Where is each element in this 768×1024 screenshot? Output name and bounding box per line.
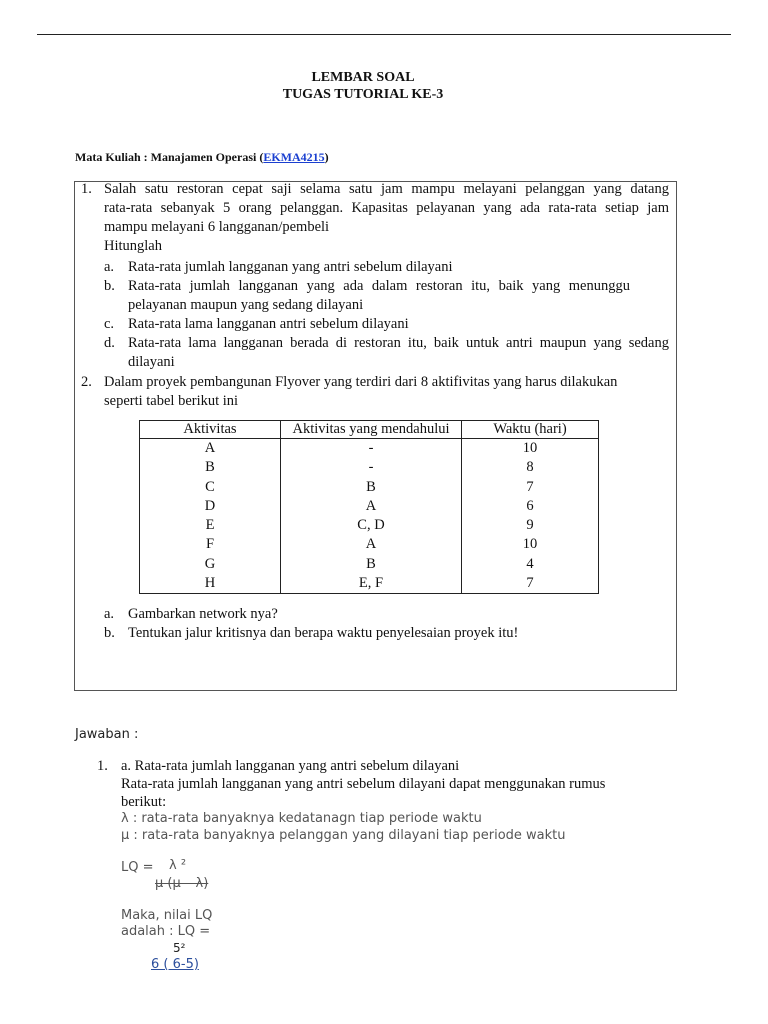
q2-item-text: Gambarkan network nya? bbox=[128, 606, 278, 622]
result-denominator: 6 ( 6-5) bbox=[151, 957, 199, 972]
result-numerator: 5² bbox=[173, 941, 186, 955]
document-subtitle: TUGAS TUTORIAL KE-3 bbox=[282, 87, 444, 102]
question-1-line-2: rata-rata sebanyak 5 orang pelanggan. Kapasitas pelayanan yang ada rata-rata setiap jam bbox=[104, 200, 669, 216]
answer-intro-line-2: berikut: bbox=[121, 794, 167, 810]
lambda-definition: λ : rata-rata banyaknya kedatanagn tiap periode waktu bbox=[121, 811, 482, 826]
result-line-2: adalah : LQ = bbox=[121, 924, 211, 939]
table-cell: 7 bbox=[526, 575, 534, 592]
table-cell: H bbox=[204, 575, 216, 592]
table-row bbox=[140, 439, 599, 459]
course-line bbox=[75, 150, 329, 165]
table-row bbox=[140, 458, 599, 477]
q1-item-text: Rata-rata jumlah langganan yang ada dalam restoran itu, baik yang menunggu bbox=[128, 278, 630, 294]
table-row bbox=[140, 535, 599, 554]
table-cell: E bbox=[205, 517, 215, 534]
q1-item-letter: b. bbox=[104, 278, 115, 294]
question-2-line-1: Dalam proyek pembangunan Flyover yang terdiri dari 8 aktifivitas yang harus dilakukan bbox=[104, 374, 618, 390]
answer-heading: Jawaban : bbox=[75, 727, 139, 742]
table-cell: E, F bbox=[281, 574, 462, 594]
q1-item-letter: c. bbox=[104, 316, 115, 332]
table-cell: C, D bbox=[281, 516, 462, 535]
question-1-line-1: Salah satu restoran cepat saji selama satu jam mampu melayani pelanggan yang datang bbox=[104, 181, 669, 197]
q2-item-letter: a. bbox=[104, 606, 115, 622]
table-row bbox=[140, 574, 599, 594]
table-cell: 7 bbox=[526, 478, 534, 495]
table-row bbox=[140, 516, 599, 535]
table-row bbox=[140, 497, 599, 516]
table-header: Waktu (hari) bbox=[462, 421, 599, 439]
table-cell: - bbox=[281, 458, 462, 477]
course-close: ) bbox=[324, 150, 329, 164]
formula-denominator: μ (μ – λ) bbox=[155, 876, 209, 891]
answer-intro-line-1: Rata-rata jumlah langganan yang antri sebelum dilayani dapat menggunakan rumus bbox=[121, 776, 606, 792]
table-cell: B bbox=[281, 555, 462, 574]
table-cell: C bbox=[205, 478, 215, 495]
question-2-number: 2. bbox=[81, 374, 92, 390]
course-code-link[interactable]: EKMA4215 bbox=[263, 150, 325, 164]
course-label: Mata Kuliah : Manajamen Operasi ( bbox=[75, 150, 264, 164]
table-header: Aktivitas yang mendahului bbox=[281, 421, 462, 439]
question-2-line-2: seperti tabel berikut ini bbox=[104, 393, 239, 409]
table-cell: 8 bbox=[526, 459, 534, 476]
mu-definition: μ : rata-rata banyaknya pelanggan yang dilayani tiap periode waktu bbox=[121, 828, 566, 843]
formula-lhs: LQ = bbox=[121, 860, 154, 875]
document-title: LEMBAR SOAL bbox=[311, 70, 415, 85]
q1-item-letter: a. bbox=[104, 259, 115, 275]
table-row bbox=[140, 478, 599, 497]
table-cell: A bbox=[281, 535, 462, 554]
result-line-1: Maka, nilai LQ bbox=[121, 908, 213, 923]
q1-item-text-cont: dilayani bbox=[128, 354, 175, 370]
table-cell: 10 bbox=[522, 536, 538, 553]
table-row bbox=[140, 555, 599, 574]
table-cell: F bbox=[205, 536, 215, 553]
table-cell: A bbox=[281, 497, 462, 516]
question-1-number: 1. bbox=[81, 181, 92, 197]
table-header: Aktivitas bbox=[140, 421, 281, 439]
formula-numerator: λ ² bbox=[169, 858, 187, 873]
q1-item-text-cont: pelayanan maupun yang sedang dilayani bbox=[128, 297, 364, 313]
q2-item-text: Tentukan jalur kritisnya dan berapa waktu penyelesaian proyek itu! bbox=[128, 625, 519, 641]
question-1-line-3: mampu melayani 6 langganan/pembeli bbox=[104, 219, 330, 235]
top-rule bbox=[37, 34, 731, 35]
table-cell: 9 bbox=[526, 517, 534, 534]
table-cell: 6 bbox=[526, 497, 534, 514]
table-header-row bbox=[140, 421, 599, 439]
table-cell: G bbox=[204, 555, 216, 572]
table-cell: 10 bbox=[522, 440, 538, 456]
q1-item-text: Rata-rata jumlah langganan yang antri sebelum dilayani bbox=[128, 259, 453, 275]
q1-item-text: Rata-rata lama langganan antri sebelum dilayani bbox=[128, 316, 409, 332]
table-cell: B bbox=[281, 478, 462, 497]
activity-table bbox=[139, 420, 599, 594]
question-1-prompt: Hitunglah bbox=[104, 238, 162, 254]
q1-item-letter: d. bbox=[104, 335, 115, 351]
table-cell: 4 bbox=[526, 555, 534, 572]
answer-number: 1. bbox=[97, 758, 108, 774]
table-cell: D bbox=[204, 497, 216, 514]
q2-item-letter: b. bbox=[104, 625, 115, 641]
table-cell: - bbox=[281, 439, 462, 459]
q1-item-text: Rata-rata lama langganan berada di restoran itu, baik untuk antri maupun yang sedang bbox=[128, 335, 669, 351]
table-cell: A bbox=[204, 440, 216, 456]
answer-subtitle: a. Rata-rata jumlah langganan yang antri sebelum dilayani bbox=[121, 758, 460, 774]
table-cell: B bbox=[205, 459, 215, 476]
